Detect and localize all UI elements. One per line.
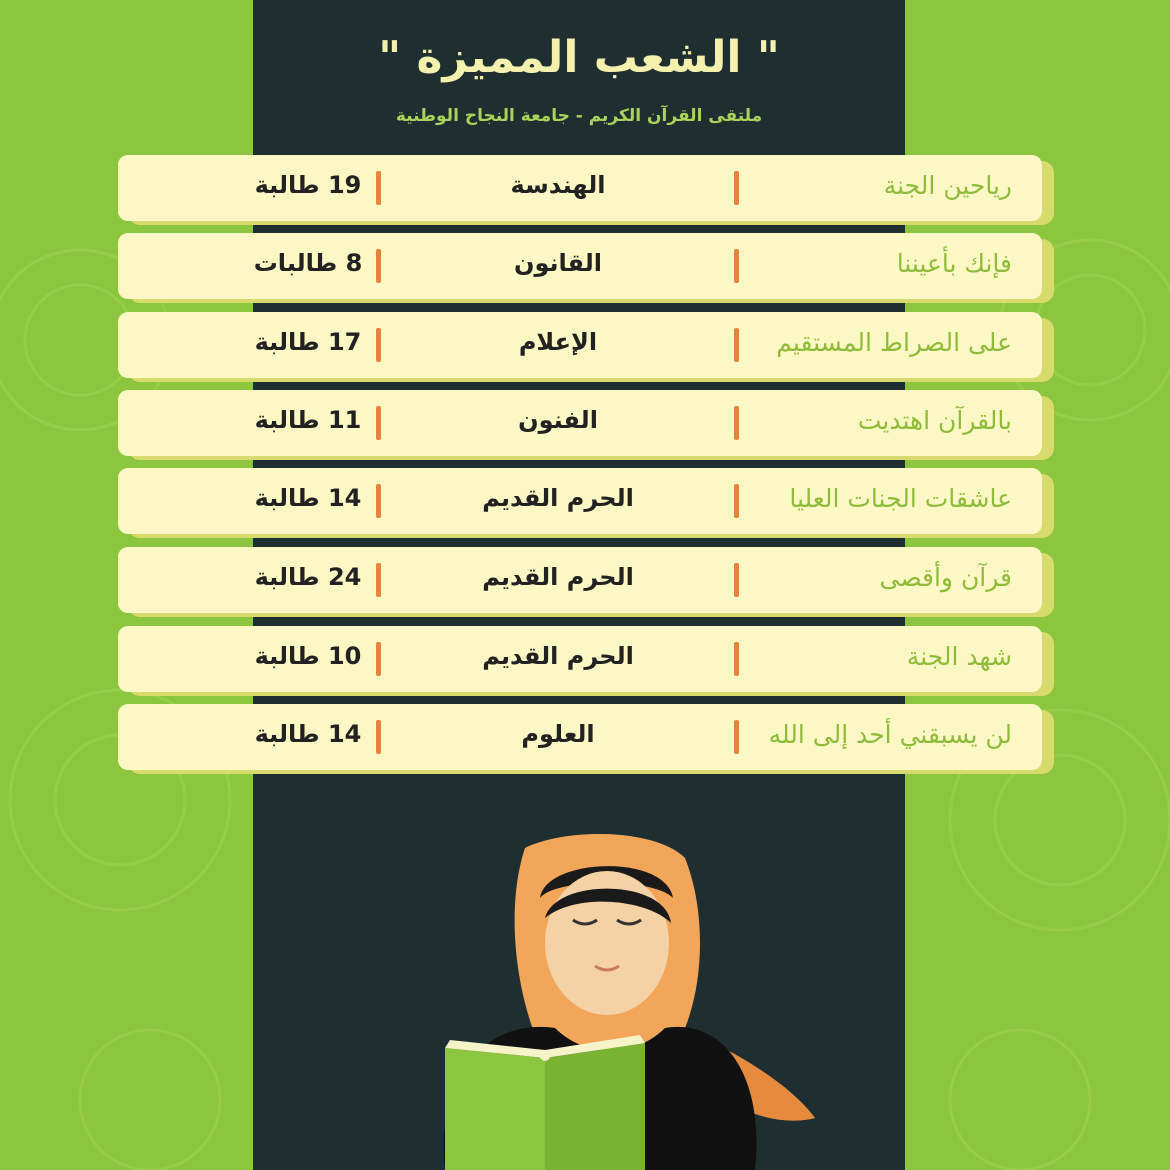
student-count: 14 طالبة: [254, 720, 362, 748]
faculty: الفنون: [518, 406, 598, 434]
branch-name: قرآن وأقصى: [879, 563, 1012, 592]
student-count: 19 طالبة: [254, 171, 362, 199]
student-count: 8 طالبات: [253, 249, 363, 277]
row-bar: [118, 547, 1042, 613]
row-bar: [118, 704, 1042, 770]
student-count: 14 طالبة: [254, 484, 362, 512]
student-count: 17 طالبة: [254, 328, 362, 356]
branch-name: شهد الجنة: [906, 642, 1012, 671]
row-bar: [118, 312, 1042, 378]
table-row: [118, 312, 1054, 378]
table-row: [118, 704, 1054, 770]
faculty: الحرم القديم: [482, 642, 634, 670]
faculty: الحرم القديم: [482, 484, 634, 512]
reading-girl-illustration: [405, 828, 825, 1170]
faculty: القانون: [513, 249, 603, 277]
faculty: الهندسة: [510, 171, 606, 199]
page-subtitle: ملتقى القرآن الكريم - جامعة النجاح الوطنية: [395, 106, 763, 126]
row-bar: [118, 468, 1042, 534]
branch-name: لن يسبقني أحد إلى الله: [768, 720, 1012, 749]
branch-name: على الصراط المستقيم: [776, 328, 1012, 357]
separator: [376, 249, 381, 283]
table-row: [118, 468, 1054, 534]
row-bar: [118, 626, 1042, 692]
separator: [376, 328, 381, 362]
separator: [376, 171, 381, 205]
table-row: [118, 155, 1054, 221]
table-row: [118, 547, 1054, 613]
branch-name: فإنك بأعيننا: [896, 249, 1012, 278]
table-row: [118, 626, 1054, 692]
book-right-page: [545, 1043, 645, 1170]
faculty: العلوم: [521, 720, 595, 748]
student-count: 11 طالبة: [254, 406, 362, 434]
branch-name: بالقرآن اهتديت: [857, 406, 1012, 435]
separator: [376, 720, 381, 754]
student-count: 10 طالبة: [254, 642, 362, 670]
branch-name: رياحين الجنة: [883, 171, 1012, 200]
faculty: الإعلام: [518, 328, 598, 356]
branch-name: عاشقات الجنات العليا: [789, 484, 1012, 513]
separator: [376, 406, 381, 440]
row-bar: [118, 233, 1042, 299]
bookmark-knot: [540, 1051, 550, 1061]
table-row: [118, 233, 1054, 299]
student-count: 24 طالبة: [254, 563, 362, 591]
separator: [376, 642, 381, 676]
row-bar: [118, 390, 1042, 456]
separator: [376, 563, 381, 597]
page-title: " الشعب المميزة ": [378, 32, 780, 83]
separator: [376, 484, 381, 518]
book-left-page: [445, 1048, 545, 1170]
table-row: [118, 390, 1054, 456]
row-bar: [118, 155, 1042, 221]
faculty: الحرم القديم: [482, 563, 634, 591]
